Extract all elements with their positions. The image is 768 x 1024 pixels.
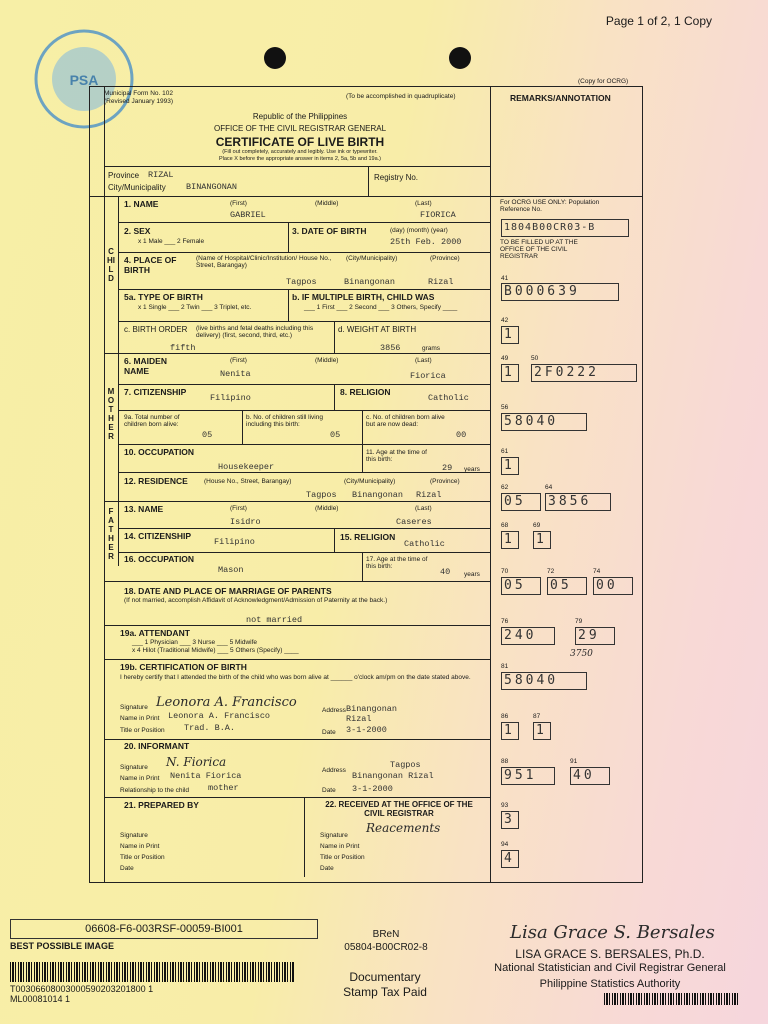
last-header: (Last) [415, 505, 432, 512]
residence-label: 12. RESIDENCE [124, 476, 188, 486]
code-box-91: 40 [570, 767, 610, 785]
official-name: LISA GRACE S. BERSALES, Ph.D. [515, 947, 705, 961]
barcode-text-1: T00306608003000590203201800 1 [10, 984, 154, 994]
father-age: 40 [440, 567, 451, 577]
relationship-label: Relationship to the child [120, 787, 190, 794]
code-number: 69 [533, 522, 541, 529]
security-barcode [604, 993, 738, 1005]
certification-label: 19b. CERTIFICATION OF BIRTH [120, 662, 247, 672]
multiple-birth-label: b. IF MULTIPLE BIRTH, CHILD WAS [292, 292, 435, 302]
code-note: 3750 [570, 649, 593, 659]
remarks-title: REMARKS/ANNOTATION [510, 93, 611, 103]
mother-occupation-label: 10. OCCUPATION [124, 447, 195, 457]
code-box-79: 29 [575, 627, 615, 645]
marriage-value: not married [246, 615, 303, 625]
middle-header: (Middle) [315, 357, 339, 364]
title-label: Title or Position [120, 727, 165, 734]
code-box-68: 1 [501, 531, 519, 549]
sex-label: 2. SEX [124, 226, 151, 236]
document-code: 06608-F6-003RSF-00059-BI001 [10, 919, 318, 939]
child-side-label: CHILD [107, 247, 115, 283]
code-number: 41 [501, 275, 509, 282]
code-box-81: 58040 [501, 672, 587, 690]
mother-age: 29 [442, 463, 453, 473]
barcode-text-2: ML00081014 1 [10, 994, 71, 1004]
father-last-name: Caseres [396, 517, 432, 527]
code-box-87: 1 [533, 722, 551, 740]
attendant-signature: Leonora A. Francisco [156, 695, 297, 710]
agency-name: Philippine Statistics Authority [539, 978, 681, 990]
province-label: Province [108, 171, 140, 180]
certificate-title: CERTIFICATE OF LIVE BIRTH [215, 135, 385, 149]
address-label: Address [322, 707, 346, 714]
signature-label: Signature [120, 832, 148, 839]
code-box-70: 05 [501, 577, 541, 595]
weight-value: 3856 [380, 343, 401, 353]
code-number: 86 [501, 713, 509, 720]
residence-header-2: (City/Municipality) [344, 478, 396, 485]
mother-last-name: Fiorica [410, 371, 446, 381]
residence-city: Binangonan [352, 490, 404, 500]
children-dead-value: 00 [456, 430, 467, 440]
city-label: City/Municipality [108, 183, 166, 192]
code-box-94: 4 [501, 850, 519, 868]
page-label: Page 1 of 2, 1 Copy [605, 14, 712, 28]
certification-text: I hereby certify that I attended the birth of the child who was born alive at ______ o'clock am/pm on the date stated above. [120, 674, 471, 681]
date-label: Date [120, 865, 134, 872]
instruction-line-2: Place X before the appropriate answer in items 2, 5a, 5b and 19a.) [218, 156, 382, 162]
father-side-label: FATHER [108, 507, 114, 561]
barcode [10, 962, 294, 982]
birth-order-label: c. BIRTH ORDER [124, 325, 188, 334]
code-number: 93 [501, 802, 509, 809]
code-number: 70 [501, 568, 509, 575]
code-box-50: 2F0222 [531, 364, 637, 382]
father-religion: Catholic [404, 539, 445, 549]
form-number: Municipal Form No. 102 [104, 90, 173, 97]
received-signature: Reacements [366, 821, 441, 835]
mother-citizenship: Filipino [210, 393, 251, 403]
best-possible-image-label: BEST POSSIBLE IMAGE [10, 941, 115, 951]
birth-order-value: fifth [170, 343, 196, 353]
date-label: Date [322, 729, 336, 736]
attendant-address: Binangonan Rizal [346, 704, 398, 724]
residence-header-1: (House No., Street, Barangay) [204, 478, 292, 485]
mother-first-name: Nenita [220, 369, 251, 379]
bren-label: BReN [372, 929, 400, 940]
father-citizenship: Filipino [214, 537, 255, 547]
date-label: Date [320, 865, 334, 872]
code-box-56: 58040 [501, 413, 587, 431]
name-in-print-label: Name in Print [120, 843, 160, 850]
code-number: 62 [501, 484, 509, 491]
attendant-title: Trad. B.A. [184, 723, 236, 733]
to-be-filled-label: TO BE FILLED UP AT THE OFFICE OF THE CIVIL REGISTRAR [500, 239, 578, 260]
copy-for-label: (Copy for OCRG) [578, 78, 629, 85]
code-box-69: 1 [533, 531, 551, 549]
pob-header-1: (Name of Hospital/Clinic/Institution/ House No., Street, Barangay) [196, 255, 332, 269]
code-number: 50 [531, 355, 539, 362]
father-name-label: 13. NAME [124, 504, 164, 514]
code-number: 49 [501, 355, 509, 362]
punch-hole [449, 47, 471, 69]
dob-headers: (day) (month) (year) [390, 227, 448, 234]
father-first-name: Isidro [230, 517, 261, 527]
children-living-value: 05 [330, 430, 341, 440]
multiple-birth-options: ___ 1 First ___ 2 Second ___ 3 Others, Specify ____ [304, 304, 458, 311]
received-label: 22. RECEIVED AT THE OFFICE OF THE CIVIL REGISTRAR [325, 800, 473, 818]
code-number: 81 [501, 663, 509, 670]
code-box-49: 1 [501, 364, 519, 382]
title-label: Title or Position [120, 854, 165, 861]
code-box-42: 1 [501, 326, 519, 344]
title-label: Title or Position [320, 854, 365, 861]
mother-occupation: Housekeeper [218, 462, 275, 472]
prepared-by-label: 21. PREPARED BY [124, 800, 199, 810]
mother-citizenship-label: 7. CITIZENSHIP [124, 387, 187, 397]
code-box-93: 3 [501, 811, 519, 829]
punch-hole [264, 47, 286, 69]
form-revised: (Revised January 1993) [104, 98, 174, 105]
informant-relationship: mother [208, 783, 239, 793]
middle-header: (Middle) [315, 200, 339, 207]
province-value: RIZAL [148, 170, 174, 180]
code-box-86: 1 [501, 722, 519, 740]
population-ref-box: 1804B00CR03-B [501, 219, 629, 237]
informant-address-1: Tagpos [390, 760, 421, 770]
code-number: 91 [570, 758, 578, 765]
pob-city: Binangonan [344, 277, 396, 287]
code-box-88: 951 [501, 767, 555, 785]
father-citizenship-label: 14. CITIZENSHIP [124, 531, 192, 541]
first-header: (First) [230, 357, 247, 364]
first-header: (First) [230, 505, 247, 512]
years-label: years [464, 571, 480, 578]
residence-province: Rizal [416, 490, 442, 500]
type-of-birth-options: x 1 Single ___ 2 Twin ___ 3 Triplet, etc. [138, 304, 252, 311]
marriage-note: (If not married, accomplish Affidavit of Acknowledgment/Admission of Paternity at the back.) [124, 597, 388, 604]
father-occupation-label: 16. OCCUPATION [124, 554, 195, 564]
ocrg-use-label: For OCRG USE ONLY: Population Reference No. [500, 199, 600, 213]
code-number: 68 [501, 522, 509, 529]
mother-religion: Catholic [428, 393, 469, 403]
children-alive-value: 05 [202, 430, 213, 440]
code-number: 76 [501, 618, 509, 625]
father-age-label: 17. Age at the time of this birth: [366, 556, 428, 570]
code-number: 94 [501, 841, 509, 848]
pob-barangay: Tagpos [286, 277, 317, 287]
children-dead-label: c. No. of children born alive but are now dead: [366, 414, 445, 428]
informant-signature: N. Fiorica [166, 755, 227, 769]
code-box-61: 1 [501, 457, 519, 475]
date-label: Date [322, 787, 336, 794]
signature-label: Signature [120, 764, 148, 771]
pob-label: 4. PLACE OF BIRTH [124, 255, 177, 275]
residence-header-3: (Province) [430, 478, 460, 485]
dob-label: 3. DATE OF BIRTH [292, 226, 367, 236]
official-title: National Statistician and Civil Registrar General [494, 962, 726, 974]
mother-side-label: MOTHER [107, 387, 115, 441]
type-of-birth-label: 5a. TYPE OF BIRTH [124, 292, 203, 302]
signature-label: Signature [120, 704, 148, 711]
pob-header-3: (Province) [430, 255, 460, 262]
father-religion-label: 15. RELIGION [340, 532, 396, 542]
official-signature: Lisa Grace S. Bersales [510, 922, 715, 943]
weight-label: d. WEIGHT AT BIRTH [338, 325, 417, 334]
father-occupation: Mason [218, 565, 244, 575]
attendant-options-1: ___ 1 Physician ___ 3 Nurse ___ 5 Midwife [132, 639, 258, 646]
attendant-label: 19a. ATTENDANT [120, 628, 190, 638]
child-name-label: 1. NAME [124, 199, 159, 209]
code-number: 56 [501, 404, 509, 411]
code-box-76: 240 [501, 627, 555, 645]
attendant-name: Leonora A. Francisco [168, 711, 271, 721]
code-number: 74 [593, 568, 601, 575]
code-box-64: 3856 [545, 493, 611, 511]
middle-header: (Middle) [315, 505, 339, 512]
birth-order-hint: (live births and fetal deaths including this delivery) (first, second, third, etc.) [196, 325, 314, 339]
code-box-72: 05 [547, 577, 587, 595]
years-label: years [464, 466, 480, 473]
child-last-name: FIORICA [420, 210, 456, 220]
marriage-label: 18. DATE AND PLACE OF MARRIAGE OF PARENTS [124, 586, 332, 596]
stamp-line-2: Stamp Tax Paid [343, 985, 427, 999]
dob-value: 25th Feb. 2000 [390, 237, 462, 247]
last-header: (Last) [415, 357, 432, 364]
instruction-line-1: (Fill out completely, accurately and legibly. Use ink or typewriter. [222, 149, 378, 155]
stamp-line-1: Documentary [349, 970, 421, 984]
quadruplicate-note: (To be accomplished in quadruplicate) [346, 93, 456, 100]
code-box-74: 00 [593, 577, 633, 595]
maiden-name-label: 6. MAIDEN NAME [124, 356, 167, 376]
code-box-41: B000639 [501, 283, 619, 301]
attendant-date: 3-1-2000 [346, 725, 387, 735]
code-number: 42 [501, 317, 509, 324]
children-living-label: b. No. of children still living including this birth: [246, 414, 323, 428]
name-in-print-label: Name in Print [120, 775, 160, 782]
city-value: BINANGONAN [186, 182, 238, 192]
informant-name: Nenita Fiorica [170, 771, 242, 781]
informant-date: 3-1-2000 [352, 784, 393, 794]
sex-options: x 1 Male ___ 2 Female [138, 238, 205, 245]
code-number: 61 [501, 448, 509, 455]
attendant-options-2: x 4 Hilot (Traditional Midwife) ___ 5 Others (Specify) ____ [132, 647, 299, 654]
code-number: 88 [501, 758, 509, 765]
child-first-name: GABRIEL [230, 210, 266, 220]
name-in-print-label: Name in Print [120, 715, 160, 722]
first-header: (First) [230, 200, 247, 207]
office-label: OFFICE OF THE CIVIL REGISTRAR GENERAL [213, 124, 387, 133]
mother-religion-label: 8. RELIGION [340, 387, 391, 397]
mother-age-label: 11. Age at the time of this birth: [366, 449, 427, 463]
weight-unit: grams [422, 345, 441, 352]
bren-number: 05804-B00CR02-8 [344, 942, 428, 953]
signature-label: Signature [320, 832, 348, 839]
pob-header-2: (City/Municipality) [346, 255, 398, 262]
code-number: 72 [547, 568, 555, 575]
informant-address-2: Binangonan Rizal [352, 771, 434, 781]
code-number: 79 [575, 618, 583, 625]
svg-text:PSA: PSA [69, 72, 99, 88]
pob-province: Rizal [428, 277, 454, 287]
name-in-print-label: Name in Print [320, 843, 360, 850]
registry-label: Registry No. [374, 173, 419, 182]
code-box-62: 05 [501, 493, 541, 511]
informant-label: 20. INFORMANT [124, 741, 190, 751]
address-label: Address [322, 767, 346, 774]
birth-certificate-form [89, 86, 643, 883]
residence-barangay: Tagpos [306, 490, 337, 500]
code-number: 64 [545, 484, 553, 491]
children-alive-label: 9a. Total number of children born alive: [124, 414, 180, 428]
republic-label: Republic of the Philippines [252, 112, 348, 121]
last-header: (Last) [415, 200, 432, 207]
code-number: 87 [533, 713, 541, 720]
